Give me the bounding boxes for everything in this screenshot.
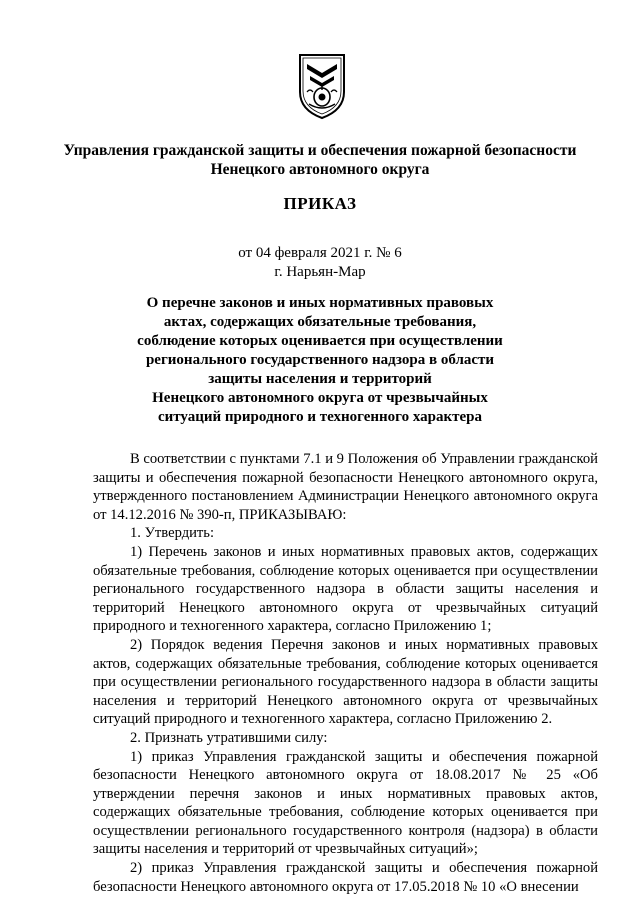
title-line: регионального государственного надзора в области [145,352,495,368]
document-place: г. Нарьян-Мар [274,264,366,280]
title-line: защиты населения и территорий [208,371,432,387]
coat-of-arms-emblem-icon [296,52,348,120]
body-paragraph-item-1-2: 2) Порядок ведения Перечня законов и иных нормативных правовых актов, содержащих обязательные требования, соблюдение которых оценивается при осуществлении регионального государственного надзора в области защиты населения и территорий Ненецкого автономного округа от чрезвычайных ситуаций природного и техногенного характера, согласно Приложению 2. [93,636,598,728]
body-paragraph-item-1: 1. Утвердить: [130,525,215,542]
title-line: соблюдение которых оценивается при осуществлении [137,333,503,349]
document-title [120,294,520,427]
date-block [60,244,580,282]
title-line: ситуаций природного и техногенного характера [157,409,483,425]
document-type: ПРИКАЗ [283,194,357,213]
body-paragraph-item-2-2: 2) приказ Управления гражданской защиты и обеспечения пожарной безопасности Ненецкого автономного округа от 17.05.2018 № 10 «О внесении [93,860,598,895]
organization-line-2: Ненецкого автономного округа [210,161,430,178]
organization-line-1: Управления гражданской защиты и обеспечения пожарной безопасности [63,142,577,159]
body-paragraph-item-2-1: 1) приказ Управления гражданской защиты и обеспечения пожарной безопасности Ненецкого автономного округа от 18.08.2017 № 25 «Об утверждении перечня законов и иных нормативных правовых актов, содержащих обязательные требования, соблюдение которых оценивается при осуществлении регионального государственного контроля (надзора) в области защиты населения и территорий от чрезвычайных ситуаций»; [93,748,598,858]
body-paragraph-item-1-1: 1) Перечень законов и иных нормативных правовых актов, содержащих обязательные требования, соблюдение которых оценивается при осуществлении регионального государственного надзора в области защиты населения и территорий Ненецкого автономного округа от чрезвычайных ситуаций природного и техногенного характера, согласно Приложению 1; [93,543,598,635]
title-line: О перечне законов и иных нормативных правовых [146,295,494,311]
document-date: от 04 февраля 2021 г. № 6 [238,245,402,261]
body-paragraph-preamble: В соответствии с пунктами 7.1 и 9 Положения об Управлении гражданской защиты и обеспечения пожарной безопасности Ненецкого автономного округа, утвержденного постановлением Администрации Ненецкого автономного округа от 14.12.2016 № 390-п, ПРИКАЗЫВАЮ: [93,451,598,523]
body-paragraph-item-2: 2. Признать утратившими силу: [130,729,328,746]
document-body [93,450,598,896]
title-line: актах, содержащих обязательные требования, [163,314,477,330]
organization-name [60,141,580,179]
title-line: Ненецкого автономного округа от чрезвычайных [152,390,488,406]
